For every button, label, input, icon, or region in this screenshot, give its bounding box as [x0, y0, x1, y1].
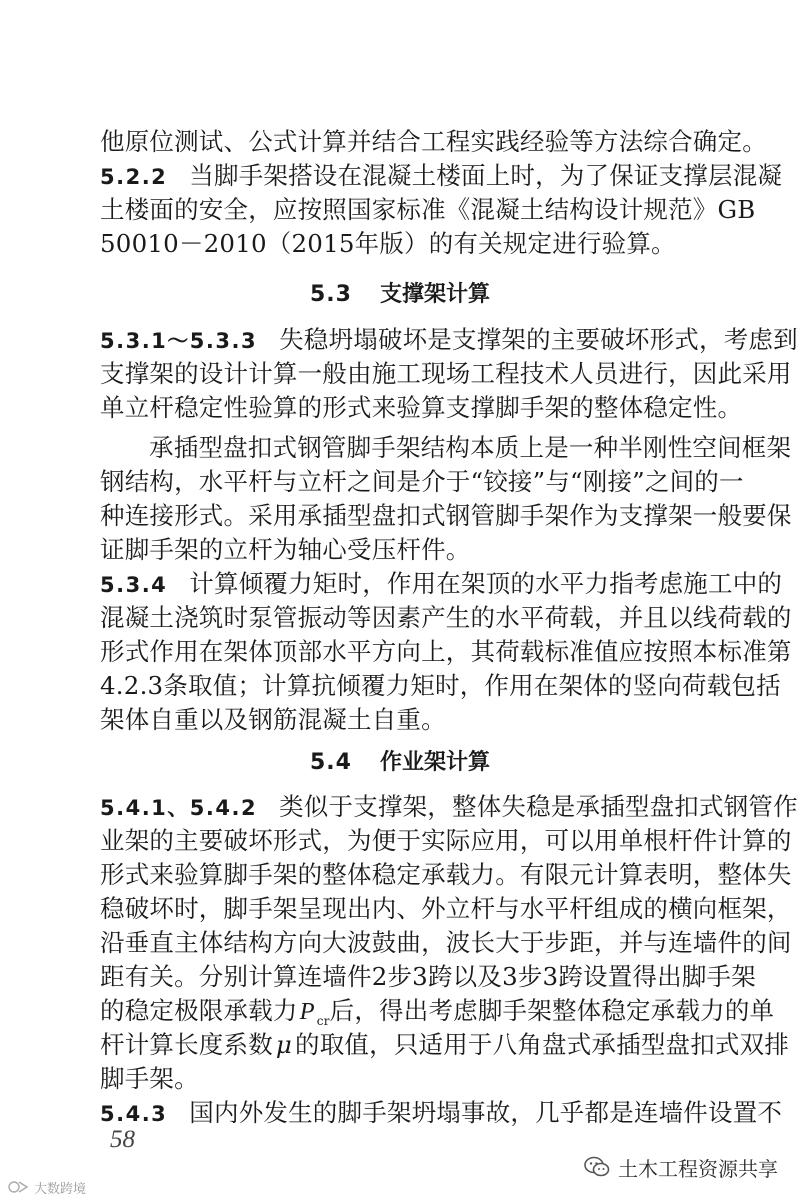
clause-number: 5.3.4 — [100, 573, 168, 597]
text-line: 他原位测试、公式计算并结合工程实践经验等方法综合确定。 — [100, 127, 767, 156]
clause-5-3-4: 5.3.4 计算倾覆力矩时，作用在架顶的水平力指考虑施工中的 — [100, 569, 783, 598]
clause-number: 5.4.1、5.4.2 — [100, 796, 258, 820]
text-line: 证脚手架的立杆为轴心受压杆件。 — [100, 535, 471, 564]
text-line: 距有关。分别计算连墙件2步3跨以及3步3跨设置得出脚手架 — [100, 962, 756, 991]
section-heading-5-3: 5.3 支撑架计算 — [310, 282, 490, 307]
symbol-subscript: cr — [316, 1013, 330, 1028]
clause-5-3-1: 5.3.1～5.3.3 失稳坍塌破坏是支撑架的主要破坏形式，考虑到 — [100, 325, 798, 354]
text-line: 单立杆稳定性验算的形式来验算支撑脚手架的整体稳定性。 — [100, 393, 743, 422]
text-line: 架体自重以及钢筋混凝土自重。 — [100, 705, 446, 734]
text-line: 沿垂直主体结构方向大波鼓曲，波长大于步距，并与连墙件的间 — [100, 928, 792, 957]
clause-number: 5.3.1～5.3.3 — [100, 329, 258, 353]
watermark-account-name: 土木工程资源共享 — [618, 1156, 778, 1181]
text-line: 种连接形式。采用承插型盘扣式钢管脚手架作为支撑架一般要保 — [100, 501, 792, 530]
text-line: 稳破坏时，脚手架呈现出内、外立杆与水平杆组成的横向框架， — [100, 894, 792, 923]
text-line: 土楼面的安全，应按照国家标准《混凝土结构设计规范》GB — [100, 195, 756, 224]
text-line: 形式来验算脚手架的整体稳定承载力。有限元计算表明，整体失 — [100, 860, 792, 889]
page-number: 58 — [110, 1126, 135, 1153]
text-line: 50010－2010（2015年版）的有关规定进行验算。 — [100, 229, 676, 258]
section-heading-5-4: 5.4 作业架计算 — [310, 750, 490, 775]
text-line: 的稳定极限承载力P $_{cr}$后，得出考虑脚手架整体稳定承载力的单 — [100, 996, 775, 1028]
text-line: 钢结构，水平杆与立杆之间是介于“铰接”与“刚接”之间的一 — [100, 467, 744, 496]
text-line: 杆计算长度系数 μ 的取值，只适用于八角盘式承插型盘扣式双排 — [100, 1030, 790, 1059]
clause-5-4-1: 5.4.1、5.4.2 类似于支撑架，整体失稳是承插型盘扣式钢管作 — [100, 792, 798, 821]
symbol-p: P — [299, 998, 315, 1025]
text-line: 形式作用在架体顶部水平方向上，其荷载标准值应按照本标准第 — [100, 637, 792, 666]
text-line: 业架的主要破坏形式，为便于实际应用，可以用单根杆件计算的 — [100, 826, 792, 855]
symbol-mu: μ — [275, 1030, 293, 1059]
clause-number: 5.4.3 — [100, 1102, 168, 1126]
watermark-source — [8, 1176, 86, 1198]
text-line: 混凝土浇筑时泵管振动等因素产生的水平荷载，并且以线荷载的 — [100, 603, 792, 632]
clause-number: 5.2.2 — [100, 165, 168, 189]
clause-5-4-3: 5.4.3 国内外发生的脚手架坍塌事故，几乎都是连墙件设置不 — [100, 1098, 783, 1127]
wechat-icon — [584, 1156, 610, 1178]
text-line: 承插型盘扣式钢管脚手架结构本质上是一种半刚性空间框架 — [149, 433, 792, 462]
logo-icon — [8, 1179, 30, 1195]
text-line: 支撑架的设计计算一般由施工现场工程技术人员进行，因此采用 — [100, 359, 792, 388]
text-line: 4.2.3条取值；计算抗倾覆力矩时，作用在架体的竖向荷载包括 — [100, 671, 781, 700]
text-line: 脚手架。 — [100, 1064, 199, 1093]
clause-5-2-2: 5.2.2 当脚手架搭设在混凝土楼面上时，为了保证支撑层混凝 — [100, 161, 783, 190]
watermark-source-name: 大数跨境 — [34, 1181, 87, 1197]
watermark-account — [584, 1152, 778, 1182]
